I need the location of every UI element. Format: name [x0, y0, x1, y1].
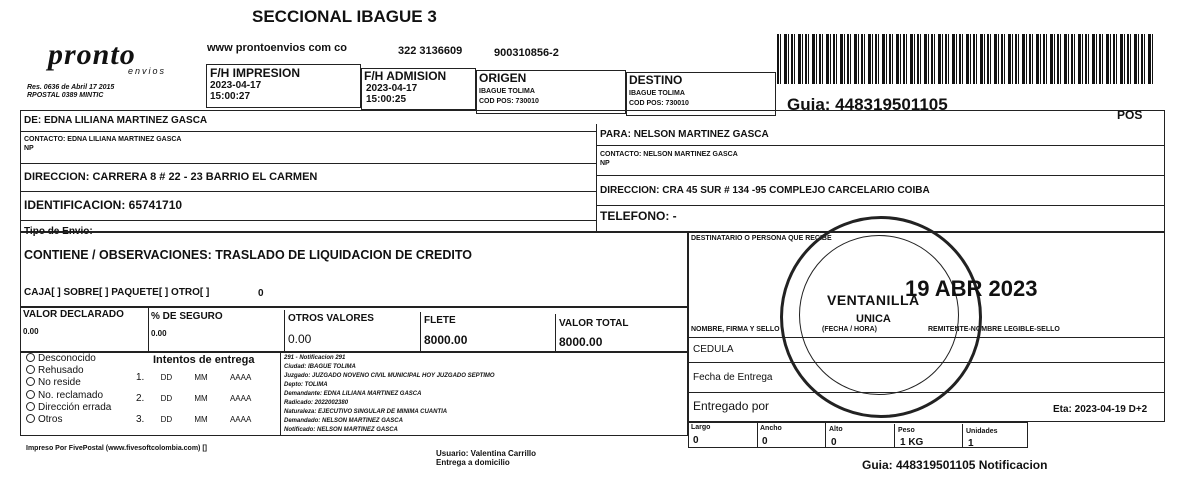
note-line: 291 - Notificacion 291	[284, 355, 346, 361]
destino-cod: COD POS: 730010	[629, 100, 689, 107]
reason-no-reside[interactable]: No reside	[26, 377, 111, 389]
contents-observaciones: CONTIENE / OBSERVACIONES: TRASLADO DE LIQUIDACION DE CREDITO	[24, 248, 472, 262]
fecha-hora-label: (FECHA / HORA)	[822, 326, 877, 333]
radio-icon	[26, 414, 35, 423]
stamp-ventanilla: VENTANILLA	[827, 292, 920, 308]
fecha-entrega-label: Fecha de Entrega	[693, 372, 773, 383]
impresion-time: 15:00:27	[210, 91, 251, 102]
notification-notes	[284, 354, 495, 435]
logo-subtext: envios	[128, 66, 167, 76]
largo-value: 0	[693, 435, 699, 446]
peso-label: Peso	[898, 427, 915, 434]
alto-label: Alto	[829, 426, 843, 433]
guia-number: Guia: 448319501105	[787, 95, 948, 114]
recipient-direccion: DIRECCION: CRA 45 SUR # 134 -95 COMPLEJO CARCELARIO COIBA	[600, 185, 930, 196]
impresion-label: F/H IMPRESION	[210, 66, 301, 80]
nit: 900310856-2	[494, 47, 559, 59]
alto-value: 0	[831, 437, 837, 448]
otros-valores: 0.00	[288, 332, 312, 346]
destinatario-label: DESTINATARIO O PERSONA QUE RECIBE	[691, 235, 832, 242]
ancho-label: Ancho	[760, 425, 782, 432]
intentos-rows	[136, 372, 251, 435]
pronto-logo	[48, 38, 136, 72]
intentos-label: Intentos de entrega	[153, 354, 255, 366]
valor-total-label: VALOR TOTAL	[559, 318, 629, 329]
usuario: Usuario: Valentina Carrillo	[436, 449, 537, 458]
ancho-value: 0	[762, 436, 768, 447]
phone: 322 3136609	[398, 45, 463, 57]
impreso-por: Impreso Por FivePostal (www.fivesoftcolombia.com) []	[26, 445, 207, 452]
note-line: Demandado: NELSON MARTINEZ GASCA	[284, 418, 403, 424]
impresion-date: 2023-04-17	[210, 80, 262, 91]
sender-direccion: DIRECCION: CARRERA 8 # 22 - 23 BARRIO EL CARMEN	[24, 171, 318, 183]
reason-no-reclamado[interactable]: No. reclamado	[26, 390, 111, 402]
radio-icon	[26, 353, 35, 362]
remitente-label: REMITENTE-NOMBRE LEGIBLE-SELLO	[928, 326, 1060, 333]
reason-otros[interactable]: Otros	[26, 414, 111, 426]
entrega-domicilio: Entrega a domicilio	[436, 458, 510, 467]
package-type: CAJA[ ] SOBRE[ ] PAQUETE[ ] OTRO[ ]	[24, 287, 210, 298]
tipo-envio: Tipo de Envio:	[24, 226, 93, 237]
flete-label: FLETE	[424, 315, 456, 326]
reason-rehusado[interactable]: Rehusado	[26, 365, 111, 377]
resolution-line2: RPOSTAL 0389 MINTIC	[27, 92, 104, 99]
note-line: Notificado: NELSON MARTINEZ GASCA	[284, 427, 398, 433]
recipient-contacto: CONTACTO: NELSON MARTINEZ GASCA	[600, 151, 738, 158]
recipient-telefono: TELEFONO: -	[600, 209, 677, 223]
origen-city: IBAGUE TOLIMA	[479, 88, 535, 95]
sender-np: NP	[24, 145, 34, 152]
valor-declarado: 0.00	[23, 327, 39, 336]
admision-label: F/H ADMISION	[364, 69, 447, 83]
sender-recipient-divider	[596, 124, 597, 232]
logo-text: pronto	[48, 38, 136, 71]
guia-notificacion: Guia: 448319501105 Notificacion	[862, 458, 1048, 472]
unidades-label: Unidades	[966, 428, 998, 435]
note-line: Ciudad: IBAGUE TOLIMA	[284, 364, 356, 370]
pos-label: POS	[1117, 108, 1143, 122]
stamp-date: 19 ABR 2023	[905, 276, 1038, 301]
recipient-np: NP	[600, 160, 610, 167]
package-count: 0	[258, 288, 264, 299]
origen-label: ORIGEN	[479, 71, 527, 85]
seguro-label: % DE SEGURO	[151, 311, 223, 322]
valor-total: 8000.00	[559, 335, 603, 349]
sender-de: DE: EDNA LILIANA MARTINEZ GASCA	[24, 115, 208, 126]
cedula-label: CEDULA	[693, 344, 734, 355]
note-line: Radicado: 2022002380	[284, 400, 349, 406]
intento-row-3[interactable]: 3. DD MM AAAA	[136, 414, 252, 425]
note-line: Depto: TOLIMA	[284, 382, 328, 388]
sender-contacto: CONTACTO: EDNA LILIANA MARTINEZ GASCA	[24, 136, 182, 143]
intento-row-2[interactable]: 2. DD MM AAAA	[136, 393, 252, 404]
nombre-firma-label: NOMBRE, FIRMA Y SELLO	[691, 326, 780, 333]
entregado-por-label: Entregado por	[693, 399, 770, 413]
recipient-para: PARA: NELSON MARTINEZ GASCA	[600, 129, 769, 140]
barcode	[777, 34, 1155, 84]
sender-identificacion: IDENTIFICACION: 65741710	[24, 198, 183, 212]
largo-label: Largo	[691, 424, 711, 431]
note-line: Juzgado: JUZGADO NOVENO CIVIL MUNICIPAL HOY JUZGADO SEPTIMO	[284, 373, 495, 379]
reason-desconocido[interactable]: Desconocido	[26, 353, 111, 365]
reason-direccion-errada[interactable]: Dirección errada	[26, 402, 111, 414]
seguro-value: 0.00	[151, 329, 167, 338]
radio-icon	[26, 365, 35, 374]
flete-value: 8000.00	[424, 333, 468, 347]
dimensions-box	[688, 422, 1028, 448]
unidades-value: 1	[968, 438, 974, 449]
admision-date: 2023-04-17	[366, 83, 418, 94]
seccional-title: SECCIONAL IBAGUE 3	[252, 7, 437, 26]
stamp-unica: UNICA	[856, 313, 891, 325]
website: www prontoenvios com co	[207, 42, 347, 54]
eta-label: Eta: 2023-04-19 D+2	[1053, 404, 1148, 415]
radio-icon	[26, 390, 35, 399]
destino-label: DESTINO	[629, 73, 683, 87]
destino-city: IBAGUE TOLIMA	[629, 90, 685, 97]
reasons-list	[26, 353, 111, 426]
origen-cod: COD POS: 730010	[479, 98, 539, 105]
peso-value: 1 KG	[900, 437, 924, 448]
resolution-line1: Res. 0636 de Abril 17 2015	[27, 84, 115, 91]
admision-time: 15:00:25	[366, 94, 407, 105]
intento-row-1[interactable]: 1. DD MM AAAA	[136, 372, 252, 383]
radio-icon	[26, 377, 35, 386]
radio-icon	[26, 402, 35, 411]
otros-valores-label: OTROS VALORES	[288, 313, 374, 324]
valor-declarado-label: VALOR DECLARADO	[23, 309, 124, 320]
note-line: Naturaleza: EJECUTIVO SINGULAR DE MINIMA CUANTIA	[284, 409, 448, 415]
note-line: Demandante: EDNA LILIANA MARTINEZ GASCA	[284, 391, 422, 397]
